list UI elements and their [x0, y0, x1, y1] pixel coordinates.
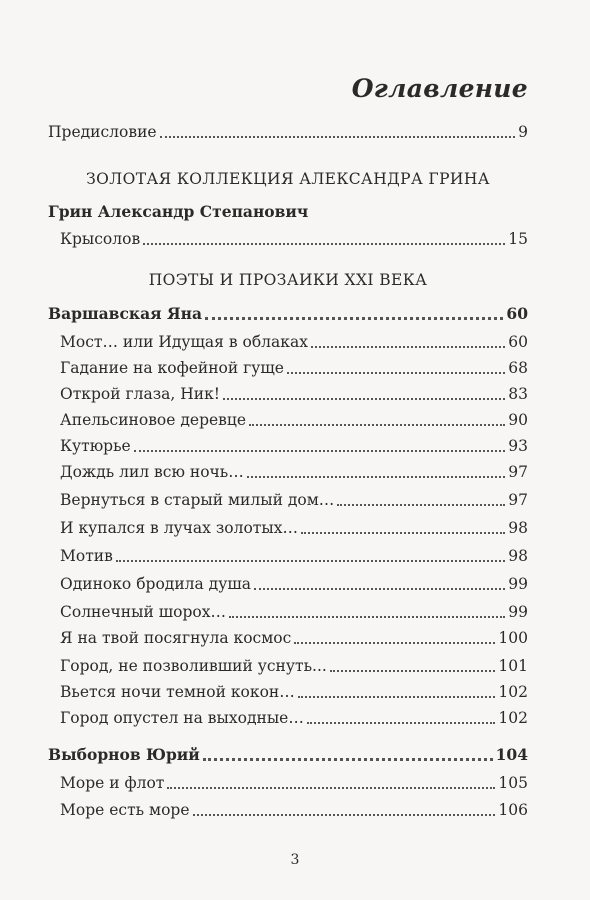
toc-entry-page: 97: [508, 491, 528, 509]
dot-leader: [311, 345, 505, 348]
author-heading-grin: Грин Александр Степанович: [48, 202, 309, 221]
toc-entry-page: 98: [508, 519, 528, 537]
toc-entry-page: 83: [508, 385, 528, 403]
dot-leader: [287, 371, 505, 374]
toc-entry-label: Город опустел на выходные…: [60, 709, 304, 727]
toc-entry-page: 90: [508, 411, 528, 429]
toc-entry-label: Вернуться в старый милый дом…: [60, 491, 335, 509]
toc-entry[interactable]: [60, 436, 528, 456]
toc-entry[interactable]: [60, 462, 528, 482]
dot-leader: [205, 316, 503, 320]
toc-entry-preface[interactable]: [48, 122, 528, 142]
section-heading-grin-collection: ЗОЛОТАЯ КОЛЛЕКЦИЯ АЛЕКСАНДРА ГРИНА: [86, 170, 490, 188]
toc-entry[interactable]: [60, 574, 528, 594]
dot-leader: [143, 242, 505, 245]
toc-entry-author-varshavskaya[interactable]: [48, 304, 528, 324]
toc-entry[interactable]: [60, 682, 528, 702]
toc-entry[interactable]: [60, 546, 528, 566]
toc-entry[interactable]: [60, 656, 528, 676]
toc-entry-label: Открой глаза, Ник!: [60, 385, 221, 403]
dot-leader: [307, 721, 496, 724]
toc-entry[interactable]: [60, 628, 528, 648]
toc-entry[interactable]: [60, 518, 528, 538]
dot-leader: [247, 475, 506, 478]
toc-entry-page: 93: [508, 437, 528, 455]
toc-entry-page: 105: [498, 774, 528, 792]
dot-leader: [337, 503, 505, 506]
toc-entry-page: 101: [498, 657, 528, 675]
dot-leader: [203, 757, 493, 761]
dot-leader: [116, 559, 505, 562]
dot-leader: [294, 641, 495, 644]
toc-entry-page: 99: [508, 575, 528, 593]
toc-entry-page: 9: [518, 123, 528, 141]
toc-entry[interactable]: [60, 384, 528, 404]
toc-entry[interactable]: [60, 773, 528, 793]
dot-leader: [167, 786, 495, 789]
toc-entry-page: 106: [498, 801, 528, 819]
toc-entry-page: 102: [498, 683, 528, 701]
dot-leader: [330, 669, 496, 672]
dot-leader: [160, 135, 516, 138]
dot-leader: [254, 587, 505, 590]
toc-entry[interactable]: [60, 708, 528, 728]
toc-entry[interactable]: [60, 410, 528, 430]
dot-leader: [301, 531, 505, 534]
toc-entry-label: Варшавская Яна: [48, 304, 203, 323]
toc-entry-page: 102: [498, 709, 528, 727]
toc-entry-label: Выборнов Юрий: [48, 745, 200, 764]
toc-entry-page: 100: [498, 629, 528, 647]
dot-leader: [193, 813, 496, 816]
toc-entry-label: Вьется ночи темной кокон…: [60, 683, 295, 701]
toc-entry-page: 97: [508, 463, 528, 481]
toc-entry-page: 68: [508, 359, 528, 377]
toc-entry-label: И купался в лучах золотых…: [60, 519, 298, 537]
toc-entry[interactable]: [60, 490, 528, 510]
page-number: 3: [290, 852, 300, 868]
dot-leader: [229, 615, 505, 618]
toc-entry[interactable]: [60, 602, 528, 622]
toc-entry-label: Мост… или Идущая в облаках: [60, 333, 308, 351]
toc-entry-label: Крысолов: [60, 230, 141, 248]
toc-entry-label: Мотив: [60, 547, 113, 565]
toc-entry-label: Солнечный шорох…: [60, 603, 226, 621]
toc-entry-label: Я на твой посягнула космос: [60, 629, 292, 647]
toc-entry-label: Город, не позволивший уснуть...: [60, 657, 327, 675]
toc-entry-label: Море есть море: [60, 801, 190, 819]
toc-entry-page: 104: [495, 745, 528, 764]
toc-entry-page: 98: [508, 547, 528, 565]
toc-entry-page: 60: [506, 304, 528, 323]
toc-entry[interactable]: [60, 358, 528, 378]
dot-leader: [298, 695, 496, 698]
dot-leader: [223, 397, 505, 400]
toc-entry-label: Кутюрье: [60, 437, 131, 455]
toc-entry-label: Одиноко бродила душа: [60, 575, 251, 593]
toc-entry-page: 60: [508, 333, 528, 351]
toc-entry-label: Гадание на кофейной гуще: [60, 359, 284, 377]
toc-entry-label: Море и флот: [60, 774, 165, 792]
toc-entry-label: Апельсиновое деревце: [60, 411, 247, 429]
toc-entry-page: 15: [508, 230, 528, 248]
toc-entry-page: 99: [508, 603, 528, 621]
section-heading-poets-xxi: ПОЭТЫ И ПРОЗАИКИ XXI ВЕКА: [148, 271, 428, 289]
toc-entry[interactable]: [60, 800, 528, 820]
toc-entry-label: Дождь лил всю ночь…: [60, 463, 244, 481]
toc-entry-author-vybornov[interactable]: [48, 745, 528, 765]
toc-entry[interactable]: [60, 229, 528, 249]
toc-title: Оглавление: [351, 74, 528, 103]
dot-leader: [249, 423, 505, 426]
toc-entry-label: Предисловие: [48, 123, 157, 141]
dot-leader: [134, 449, 506, 452]
toc-entry[interactable]: [60, 332, 528, 352]
